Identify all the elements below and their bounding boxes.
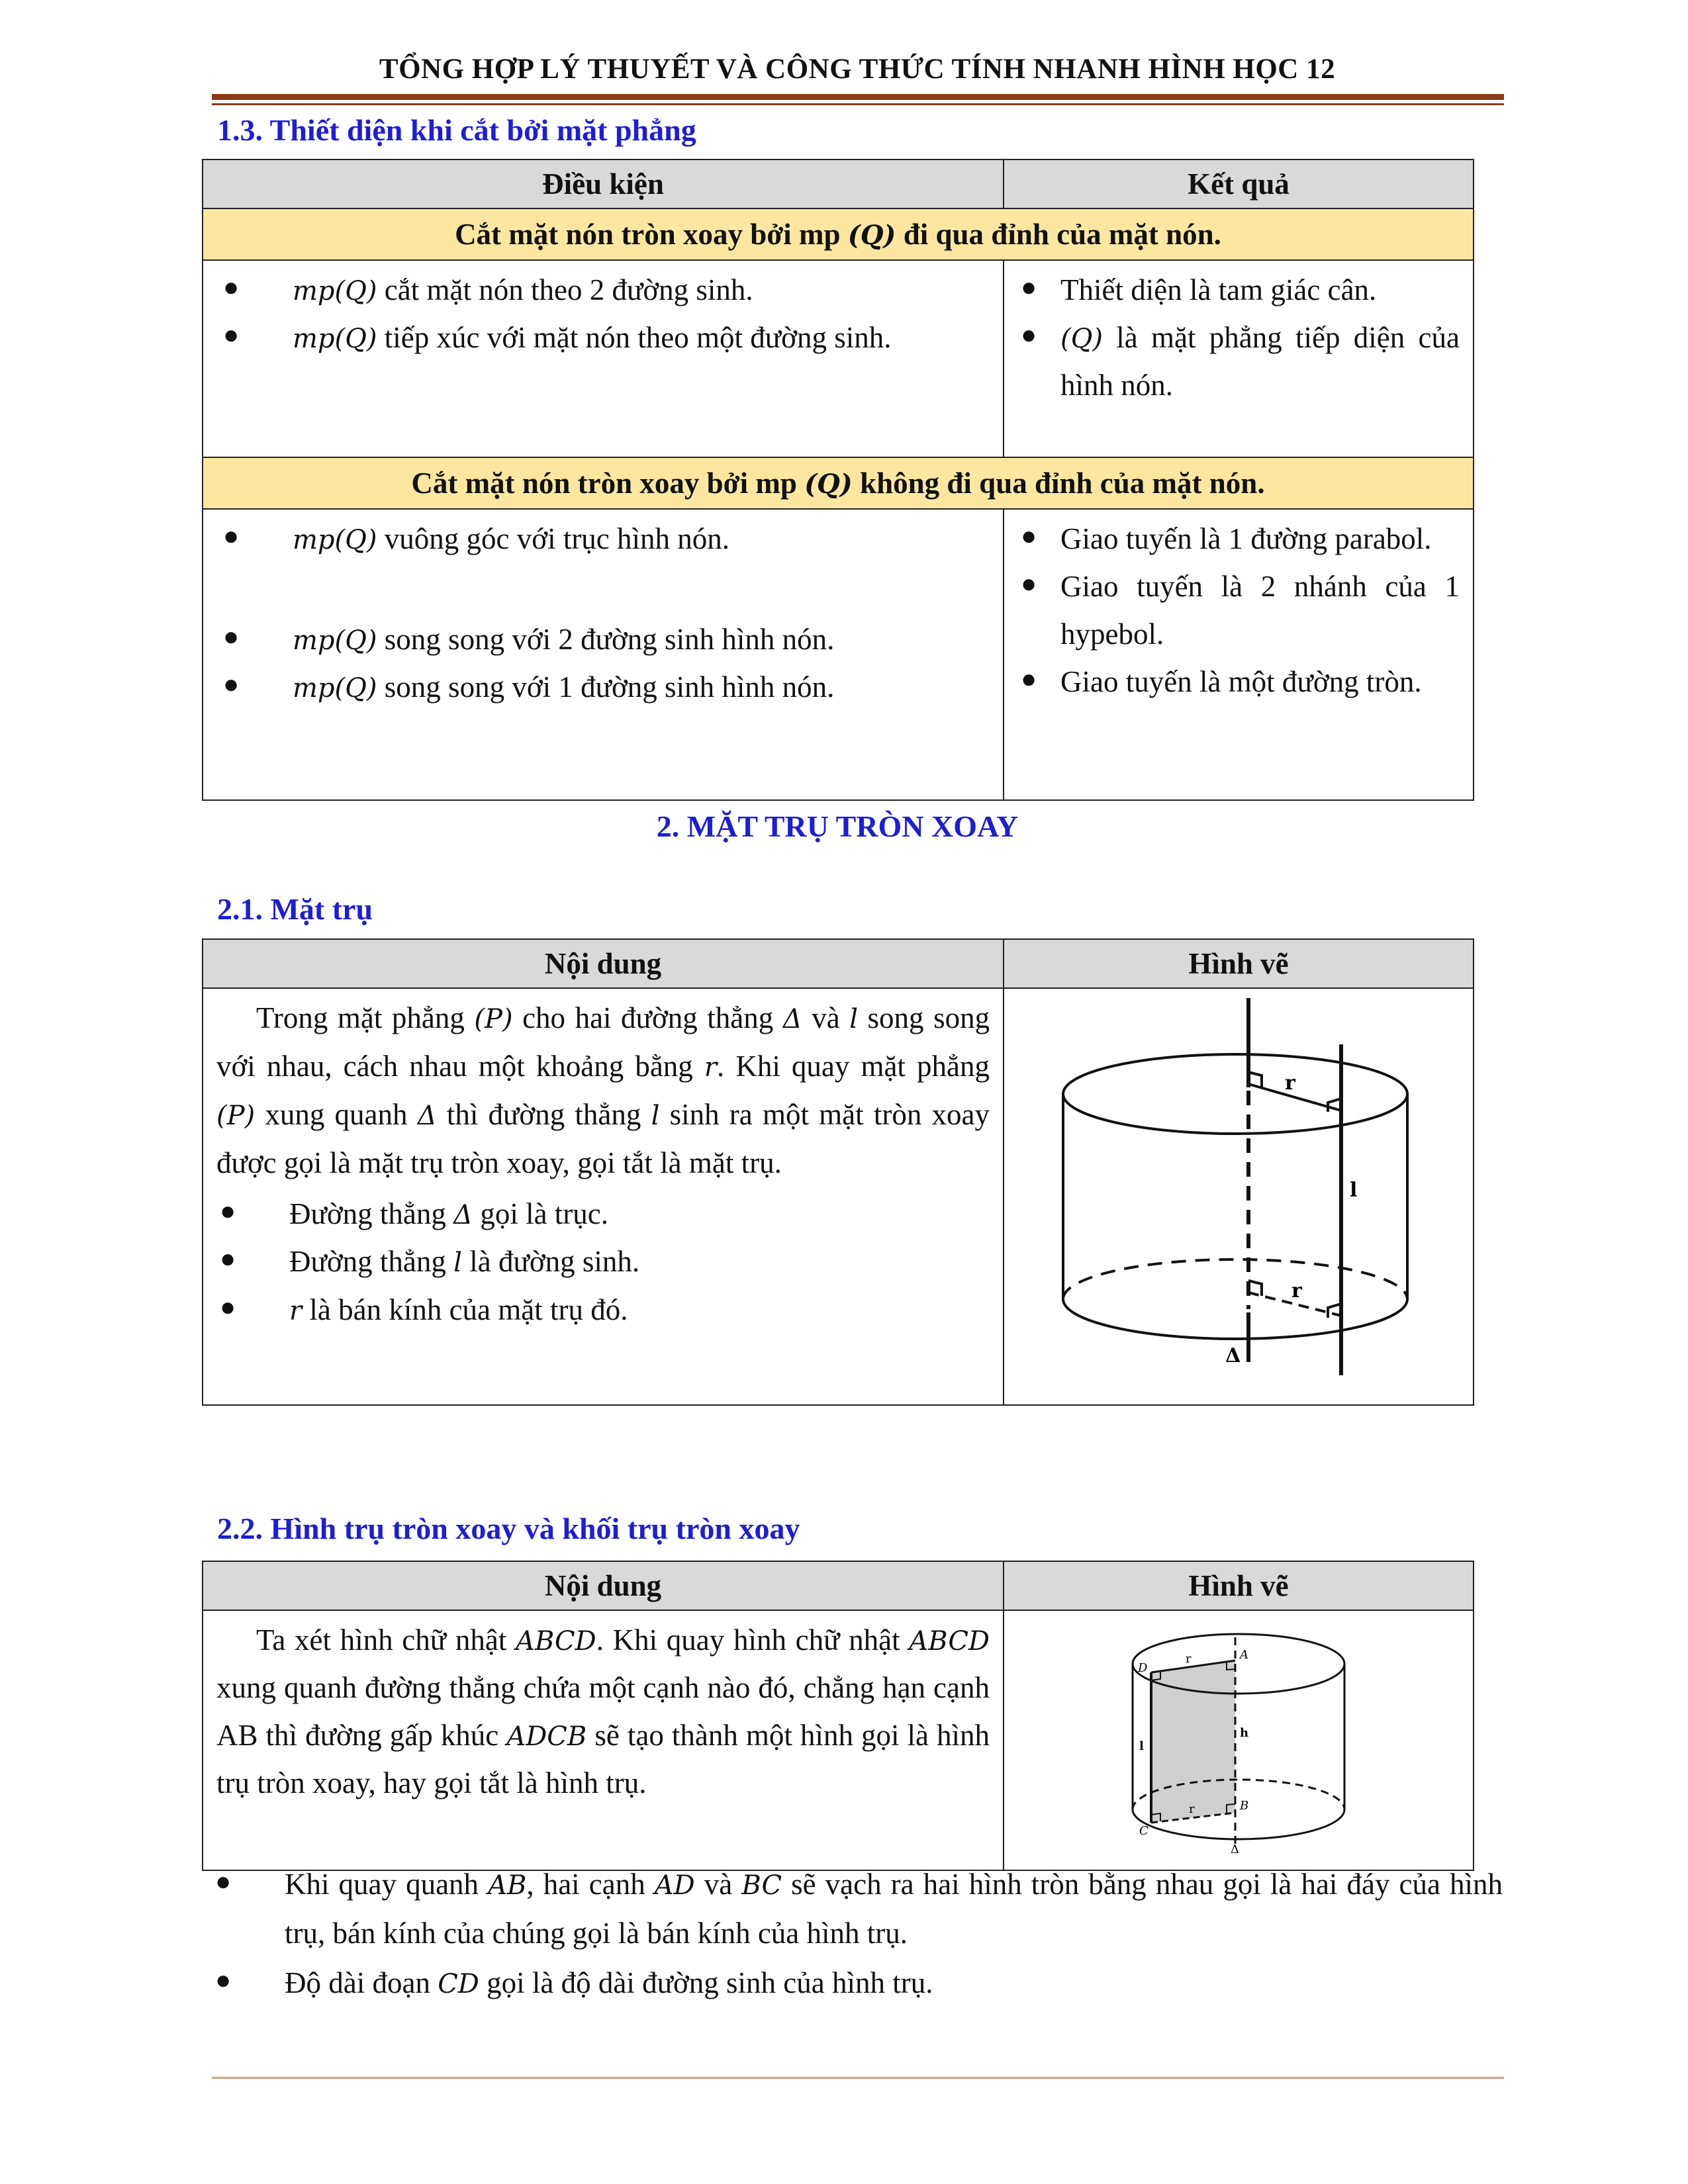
cylinder-solid-figure <box>1100 1611 1378 1856</box>
list-item: ● Độ dài đoạn CD gọi là độ dài đường sinh của hình trụ. <box>215 1964 933 1999</box>
figure-label-C: C <box>1139 1824 1149 1838</box>
figure-label-r-bottom: r <box>1291 1279 1302 1302</box>
section-heading-2: 2. MẶT TRỤ TRÒN XOAY <box>656 809 1019 843</box>
results-through-apex <box>1004 260 1474 457</box>
column-header-content: Nội dung <box>203 939 1004 988</box>
figure-label-r-bottom: r <box>1189 1802 1195 1816</box>
cylinder-surface-table <box>202 938 1474 1406</box>
list-item: ● mp(Q) tiếp xúc với mặt nón theo một đường sinh. <box>223 320 892 354</box>
list-item: ● r là bán kính của mặt trụ đó. <box>220 1292 628 1327</box>
list-item: ● Giao tuyến là một đường tròn. <box>1021 664 1422 698</box>
list-item: ● mp(Q) vuông góc với trục hình nón. <box>223 521 730 555</box>
cylinder-solid-table <box>202 1561 1474 1871</box>
list-item: ● Khi quay quanh AB, hai cạnh AD và BC sẽ vạch ra hai hình tròn bằng nhau gọi là hai đáy của hình trụ, bán kính của chúng gọi là bán kính của hình trụ. <box>215 1866 1503 1950</box>
figure-label-l: l <box>1139 1739 1144 1753</box>
column-header-figure: Hình vẽ <box>1004 1561 1474 1610</box>
figure-label-l: l <box>1350 1178 1358 1202</box>
figure-label-D: D <box>1138 1661 1148 1675</box>
list-item: ● mp(Q) song song với 2 đường sinh hình nón. <box>223 621 835 656</box>
list-item: ● Đường thẳng Δ gọi là trục. <box>220 1195 609 1230</box>
header-rule <box>212 94 1504 100</box>
column-header-result: Kết quả <box>1004 159 1474 208</box>
band-not-through-apex: Cắt mặt nón tròn xoay bởi mp (Q) không đi qua đỉnh của mặt nón. <box>203 457 1474 509</box>
list-item: ● mp(Q) song song với 1 đường sinh hình nón. <box>223 669 835 704</box>
cylinder-solid-description: Ta xét hình chữ nhật ABCD. Khi quay hình chữ nhật ABCD xung quanh đường thẳng chứa một cạnh nào đó, chẳng hạn cạnh AB thì đường gấp khúc ADCB sẽ tạo thành một hình gọi là hình trụ tròn xoay, hay gọi tắt là hình trụ. <box>203 1610 1004 1870</box>
results-not-through-apex <box>1004 509 1474 800</box>
list-item: ● (Q) là mặt phẳng tiếp diện của hình nón. <box>1021 320 1460 402</box>
figure-label-r-top: r <box>1186 1652 1192 1666</box>
figure-label-r-top: r <box>1285 1071 1295 1095</box>
list-item: ● Đường thẳng l là đường sinh. <box>220 1244 640 1279</box>
cylinder-solid-figure-cell <box>1004 1610 1474 1870</box>
figure-label-B: B <box>1240 1799 1249 1813</box>
column-header-condition: Điều kiện <box>203 159 1004 208</box>
cylinder-surface-figure-cell <box>1004 988 1474 1405</box>
cross-section-table <box>202 159 1474 801</box>
section-heading-2-1: 2.1. Mặt trụ <box>217 892 373 926</box>
column-header-figure: Hình vẽ <box>1004 939 1474 988</box>
column-header-content: Nội dung <box>203 1561 1004 1610</box>
list-item: ● Giao tuyến là 2 nhánh của 1 hypebol. <box>1021 569 1460 651</box>
cylinder-surface-description: Trong mặt phẳng (P) cho hai đường thẳng Δ và l song song với nhau, cách nhau một khoảng bằng r. Khi quay mặt phẳng (P) xung quanh Δ thì đường thẳng l sinh ra một mặt tròn xoay được gọi là mặt trụ tròn xoay, gọi tắt là mặt trụ. ● Đường thẳng Δ gọi là trục. ● Đường thẳng l là đường sinh. ● r là bán kính của mặt trụ đó. <box>203 988 1004 1405</box>
section-heading-1-3: 1.3. Thiết diện khi cắt bởi mặt phẳng <box>217 113 696 147</box>
conditions-through-apex <box>203 260 1004 457</box>
cylinder-definitions-list <box>212 1860 1503 2007</box>
figure-label-A: A <box>1240 1648 1248 1662</box>
page-header-title: TỔNG HỢP LÝ THUYẾT VÀ CÔNG THỨC TÍNH NHANH HÌNH HỌC 12 <box>379 54 1336 85</box>
conditions-not-through-apex <box>203 509 1004 800</box>
footer-rule <box>212 2077 1504 2079</box>
figure-label-axis: Δ <box>1225 1343 1241 1367</box>
list-item: ● Giao tuyến là 1 đường parabol. <box>1021 521 1432 555</box>
figure-label-axis: Δ <box>1231 1843 1239 1856</box>
band-through-apex: Cắt mặt nón tròn xoay bởi mp (Q) đi qua đỉnh của mặt nón. <box>203 208 1474 260</box>
section-heading-2-2: 2.2. Hình trụ tròn xoay và khối trụ tròn xoay <box>217 1512 800 1545</box>
cylinder-surface-figure <box>1007 991 1470 1388</box>
list-item: ● mp(Q) cắt mặt nón theo 2 đường sinh. <box>223 272 753 306</box>
header-rule-thin <box>212 103 1504 105</box>
list-item: ● Thiết diện là tam giác cân. <box>1021 272 1377 306</box>
figure-label-h: h <box>1240 1726 1249 1740</box>
